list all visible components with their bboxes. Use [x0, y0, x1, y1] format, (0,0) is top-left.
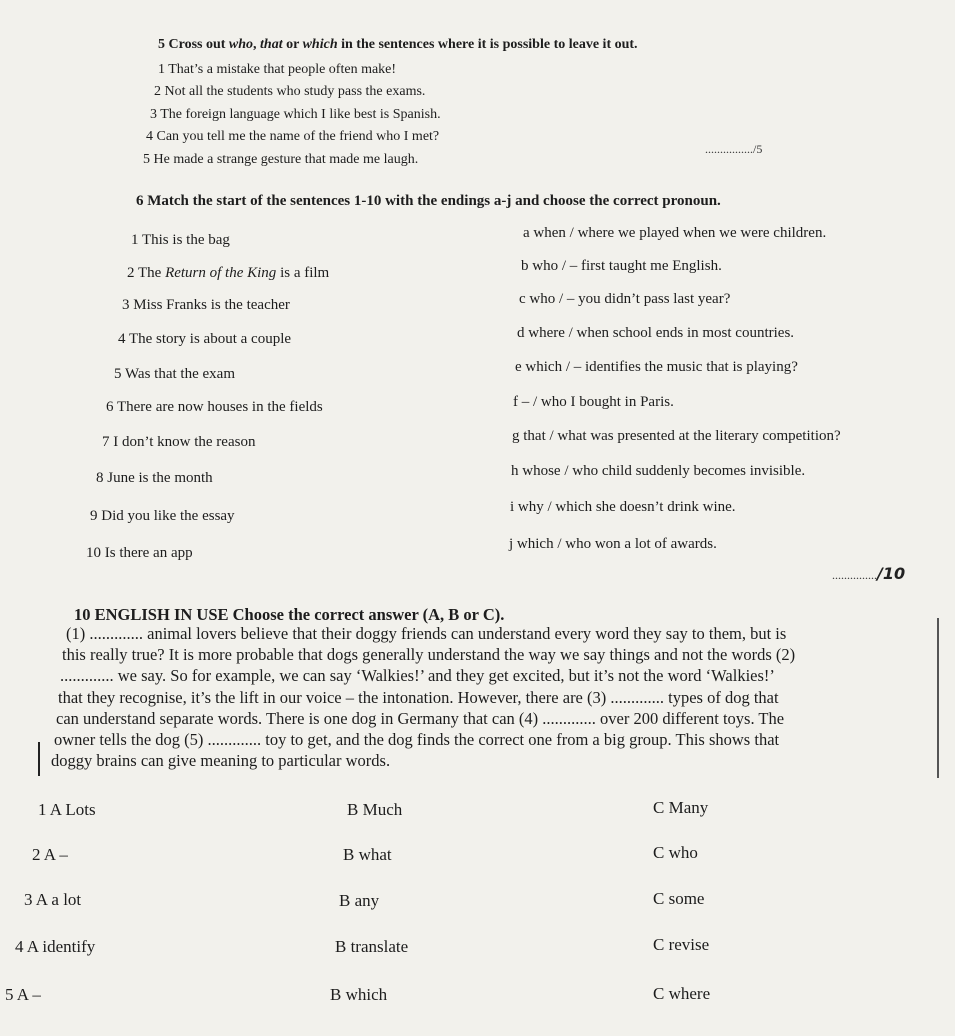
ex6-start: 10 Is there an app	[86, 545, 193, 561]
option-2b[interactable]: B what	[343, 845, 392, 864]
ex6-start: 1 This is the bag	[131, 232, 230, 248]
ex6-ending: f – / who I bought in Paris.	[513, 394, 674, 410]
ex10-text	[51, 623, 934, 771]
ex6-start: 2 The Return of the King is a film	[127, 265, 330, 281]
film-title: Return of the King	[165, 265, 277, 281]
option-4b[interactable]: B translate	[335, 937, 409, 956]
ex6-ending: b who / – first taught me English.	[521, 258, 722, 274]
text-line: ............. we say. So for example, we can say ‘Walkies!’ and they get excited, but it’s not the word ‘Walkies!’	[60, 666, 775, 686]
ex10-instruction: 10 ENGLISH IN USE Choose the correct answer (A, B or C).	[74, 605, 505, 624]
option-3a[interactable]: 3 A a lot	[24, 890, 82, 909]
text-line: can understand separate words. There is one dog in Germany that can (4) ............. over 200 different toys. The	[56, 708, 785, 728]
margin-bar	[38, 742, 40, 776]
text-line: owner tells the dog (5) ............. toy to get, and the dog finds the correct one from a big group. This shows that	[54, 730, 780, 750]
ex6-ending: j which / who won a lot of awards.	[509, 536, 717, 552]
option-4c[interactable]: C revise	[653, 935, 710, 954]
ex6-ending: h whose / who child suddenly becomes invisible.	[511, 463, 806, 479]
ex6-start: 8 June is the month	[96, 470, 213, 486]
text-line: (1) ............. animal lovers believe that their doggy friends can understand every word they say to them, but is	[66, 624, 787, 643]
ex6-start: 4 The story is about a couple	[118, 331, 292, 347]
page-edge-line	[937, 618, 939, 778]
text-line: doggy brains can give meaning to particular words.	[51, 751, 391, 771]
option-5c[interactable]: C where	[653, 984, 711, 1003]
option-1a[interactable]: 1 A Lots	[38, 800, 96, 819]
ex6-start: 3 Miss Franks is the teacher	[122, 297, 290, 313]
ex6-start: 5 Was that the exam	[114, 366, 235, 382]
option-2c[interactable]: C who	[653, 843, 698, 862]
ex6-ending: a when / where we played when we were children.	[523, 225, 827, 241]
option-5b[interactable]: B which	[330, 985, 388, 1004]
ex5-score: ................/5	[705, 142, 763, 156]
ex6-start: 6 There are now houses in the fields	[106, 399, 323, 415]
ex5-item: 3 The foreign language which I like best is Spanish.	[150, 107, 441, 122]
ex6-ending: g that / what was presented at the literary competition?	[512, 428, 841, 444]
ex6-ending: d where / when school ends in most countries.	[517, 325, 795, 341]
ex5-item: 4 Can you tell me the name of the friend who I met?	[146, 129, 440, 144]
option-1b[interactable]: B Much	[347, 800, 403, 819]
ex6-start: 9 Did you like the essay	[90, 508, 235, 524]
option-2a[interactable]: 2 A –	[32, 845, 68, 864]
option-4a[interactable]: 4 A identify	[15, 937, 96, 956]
ex5-item: 1 That’s a mistake that people often make!	[158, 62, 397, 77]
ex5-item: 2 Not all the students who study pass the exams.	[154, 84, 426, 99]
option-5a[interactable]: 5 A –	[5, 985, 41, 1004]
text-line: this really true? It is more probable that dogs generally understand the way we say things and not the words (2)	[62, 645, 796, 665]
ex6-score: .............../10	[832, 564, 906, 583]
ex6-ending: i why / which she doesn’t drink wine.	[510, 499, 736, 515]
option-1c[interactable]: C Many	[653, 798, 709, 817]
ex6-instruction: 6 Match the start of the sentences 1-10 with the endings a-j and choose the correct pronoun.	[136, 193, 721, 209]
ex6-start: 7 I don’t know the reason	[102, 434, 256, 450]
handwritten-score: /10	[877, 564, 906, 583]
text-line: that they recognise, it’s the lift in our voice – the intonation. However, there are (3) ............. types of dog that	[58, 687, 779, 707]
ex5-instruction: 5 Cross out who, that or which in the sentences where it is possible to leave it out.	[158, 37, 638, 52]
ex5-item: 5 He made a strange gesture that made me laugh.	[143, 152, 419, 167]
option-3c[interactable]: C some	[653, 889, 705, 908]
ex6-ending: e which / – identifies the music that is playing?	[515, 359, 798, 375]
ex6-ending: c who / – you didn’t pass last year?	[519, 291, 731, 307]
option-3b[interactable]: B any	[339, 891, 380, 910]
